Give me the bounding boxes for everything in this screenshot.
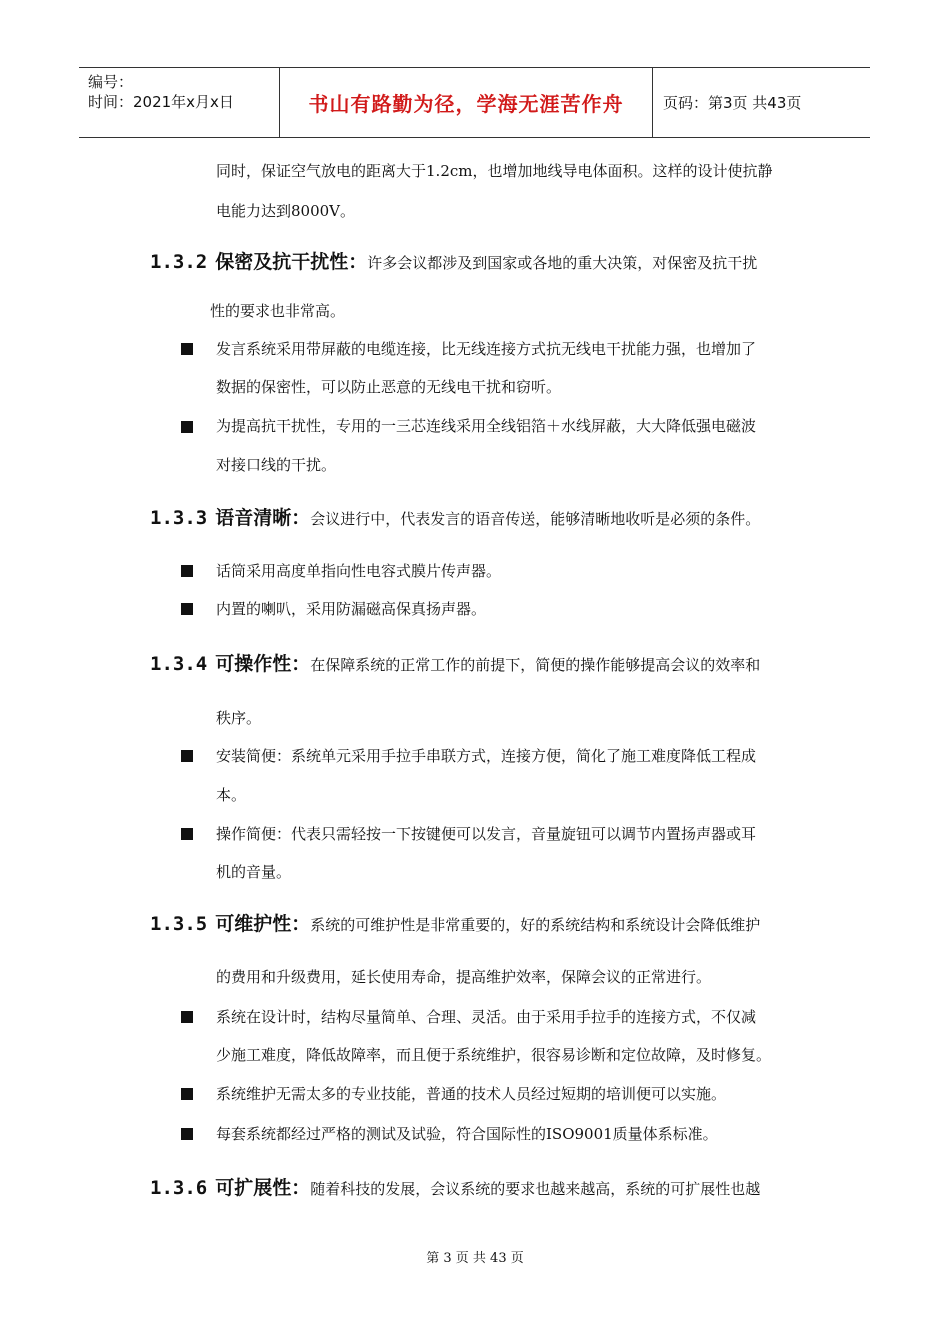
- bullet-text: 系统在设计时，结构尽量简单、合理、灵活。由于采用手拉手的连接方式，不仅减: [216, 1008, 757, 1026]
- bullet-square-icon: [181, 565, 193, 577]
- page-footer: 第 3 页 共 43 页: [426, 1251, 524, 1266]
- section-title: 语音清晰：: [215, 507, 311, 529]
- section-title: 可操作性：: [215, 653, 311, 675]
- section-title: 保密及抗干扰性：: [215, 251, 368, 273]
- bullet-square-icon: [181, 1088, 193, 1100]
- section-heading: [150, 250, 757, 275]
- bullet-text-cont: 数据的保密性，可以防止恶意的无线电干扰和窃听。: [216, 378, 562, 396]
- bullet-text-cont: 机的音量。: [216, 863, 292, 881]
- section-title: 可维护性：: [215, 913, 311, 935]
- page-header: [79, 67, 870, 138]
- section-title: 可扩展性：: [215, 1177, 311, 1199]
- section-heading: [150, 506, 760, 531]
- bullet-text: 安装简便：系统单元采用手拉手串联方式，连接方便，简化了施工难度降低工程成: [216, 747, 757, 765]
- section-desc: 系统的可维护性是非常重要的，好的系统结构和系统设计会降低维护: [310, 916, 761, 934]
- section-heading: [150, 1176, 760, 1201]
- bullet-text-cont: 对接口线的干扰。: [216, 456, 337, 474]
- serial-label: 编号：: [88, 73, 134, 91]
- intro-line-1: 同时，保证空气放电的距离大于1.2cm，也增加地线导电体面积。这样的设计使抗静: [216, 162, 773, 180]
- bullet-text: 操作简便：代表只需轻按一下按键便可以发言，音量旋钮可以调节内置扬声器或耳: [216, 825, 757, 843]
- bullet-square-icon: [181, 1011, 193, 1023]
- section-number: 1.3.4: [150, 653, 208, 675]
- date-label: 时间：2021年x月x日: [88, 93, 234, 111]
- section-heading: [150, 912, 760, 937]
- bullet-square-icon: [181, 421, 193, 433]
- bullet-text: 为提高抗干扰性，专用的一三芯连线采用全线铝箔＋水线屏蔽，大大降低强电磁波: [216, 417, 757, 435]
- section-number: 1.3.5: [150, 913, 208, 935]
- section-heading: [150, 652, 760, 677]
- section-desc-cont: 的费用和升级费用，延长使用寿命，提高维护效率，保障会议的正常进行。: [216, 968, 712, 986]
- bullet-square-icon: [181, 828, 193, 840]
- header-meta: [79, 68, 280, 137]
- bullet-square-icon: [181, 750, 193, 762]
- bullet-text: 系统维护无需太多的专业技能，普通的技术人员经过短期的培训便可以实施。: [216, 1085, 727, 1103]
- bullet-square-icon: [181, 1128, 193, 1140]
- intro-line-2: 电能力达到8000V。: [216, 202, 356, 220]
- section-desc-cont: 秩序。: [216, 709, 262, 727]
- bullet-square-icon: [181, 343, 193, 355]
- header-page-info: 页码：第3页 共43页: [663, 94, 802, 112]
- header-motto: 书山有路勤为径，学海无涯苦作舟: [280, 68, 653, 137]
- bullet-text: 内置的喇叭，采用防漏磁高保真扬声器。: [216, 600, 487, 618]
- section-desc: 在保障系统的正常工作的前提下，简便的操作能够提高会议的效率和: [310, 656, 761, 674]
- bullet-text: 话筒采用高度单指向性电容式膜片传声器。: [216, 562, 502, 580]
- bullet-text-cont: 少施工难度，降低故障率，而且便于系统维护，很容易诊断和定位故障，及时修复。: [216, 1046, 772, 1064]
- bullet-square-icon: [181, 603, 193, 615]
- section-desc: 许多会议都涉及到国家或各地的重大决策，对保密及抗干扰: [367, 254, 758, 272]
- bullet-text: 每套系统都经过严格的测试及试验，符合国际性的ISO9001质量体系标准。: [216, 1125, 718, 1143]
- section-desc-cont: 性的要求也非常高。: [210, 302, 346, 320]
- bullet-text: 发言系统采用带屏蔽的电缆连接，比无线连接方式抗无线电干扰能力强，也增加了: [216, 340, 757, 358]
- bullet-text-cont: 本。: [216, 786, 247, 804]
- section-number: 1.3.2: [150, 251, 208, 273]
- section-number: 1.3.3: [150, 507, 208, 529]
- section-desc: 会议进行中，代表发言的语音传送，能够清晰地收听是必须的条件。: [310, 510, 761, 528]
- section-number: 1.3.6: [150, 1177, 208, 1199]
- section-desc: 随着科技的发展，会议系统的要求也越来越高，系统的可扩展性也越: [310, 1180, 761, 1198]
